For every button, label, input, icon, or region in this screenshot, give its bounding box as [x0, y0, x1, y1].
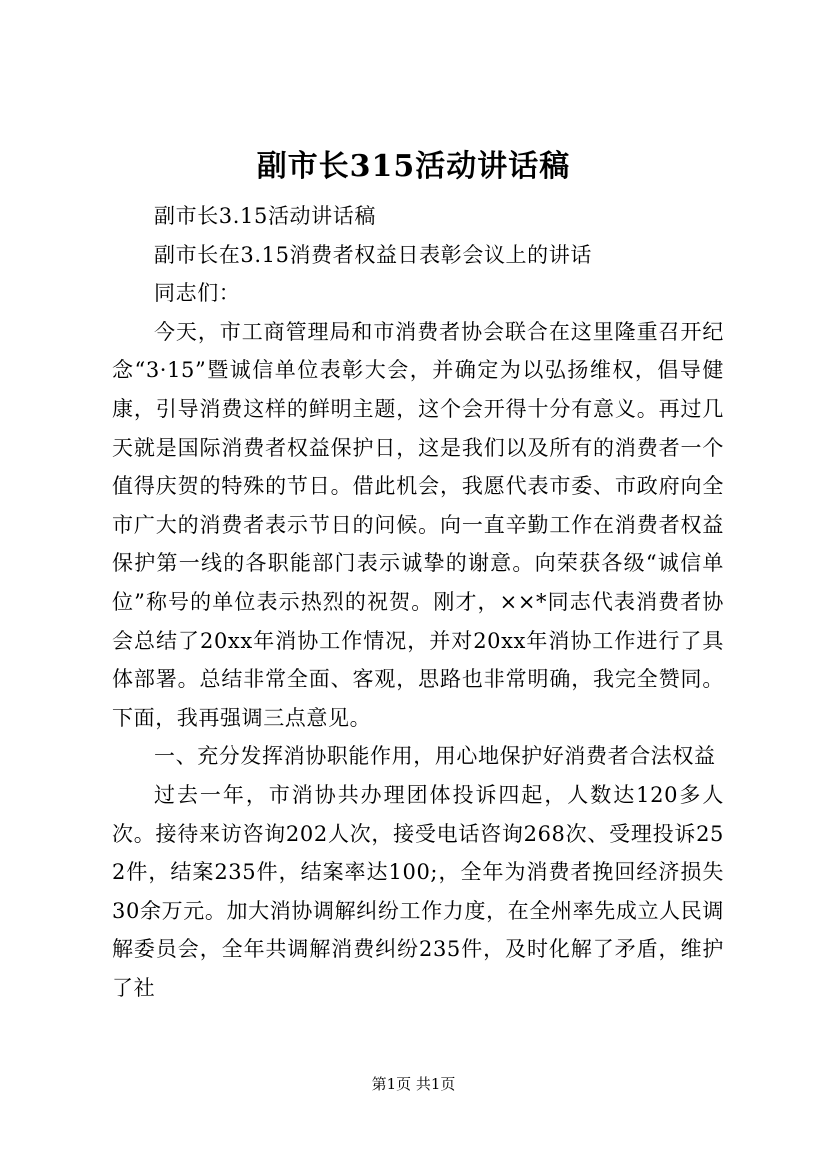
document-subtitle: 副市长3.15活动讲话稿 — [154, 204, 376, 228]
body-paragraph: 今天，市工商管理局和市消费者协会联合在这里隆重召开纪念“3·15”暨诚信单位表彰大会，并确定为以弘扬维权，倡导健康，引导消费这样的鲜明主题，这个会开得十分有意义。再过几天就是国际消费者权益保护日，这是我们以及所有的消费者一个值得庆贺的特殊的节日。借此机会，我愿代表市委、市政府向全市广大的消费者表示节日的问候。向一直辛勤工作在消费者权益保护第一线的各职能部门表示诚挚的谢意。向荣获各级“诚信单位”称号的单位表示热烈的祝贺。刚才，××*同志代表消费者协会总结了20xx年消协工作情况，并对20xx年消协工作进行了具体部署。总结非常全面、客观，思路也非常明确，我完全赞同。下面，我再强调三点意见。 — [112, 319, 724, 730]
section-heading: 一、充分发挥消协职能作用，用心地保护好消费者合法权益 — [154, 744, 716, 769]
body-paragraph: 过去一年，市消协共办理团体投诉四起，人数达120多人次。接待来访咨询202人次，接受电话咨询268次、受理投诉252件，结案235件，结案率达100;，全年为消费者挽回经济损失30余万元。加大消协调解纠纷工作力度，在全州率先成立人民调解委员会，全年共调解消费纠纷235件，及时化解了矛盾，维护了社 — [112, 782, 724, 1000]
page-number-footer: 第1页 共1页 — [371, 1075, 456, 1093]
document-body — [112, 197, 724, 1007]
salutation: 同志们： — [154, 281, 241, 306]
document-title: 副市长315活动讲话稿 — [256, 149, 571, 184]
speech-heading: 副市长在3.15消费者权益日表彰会议上的讲话 — [154, 242, 592, 267]
